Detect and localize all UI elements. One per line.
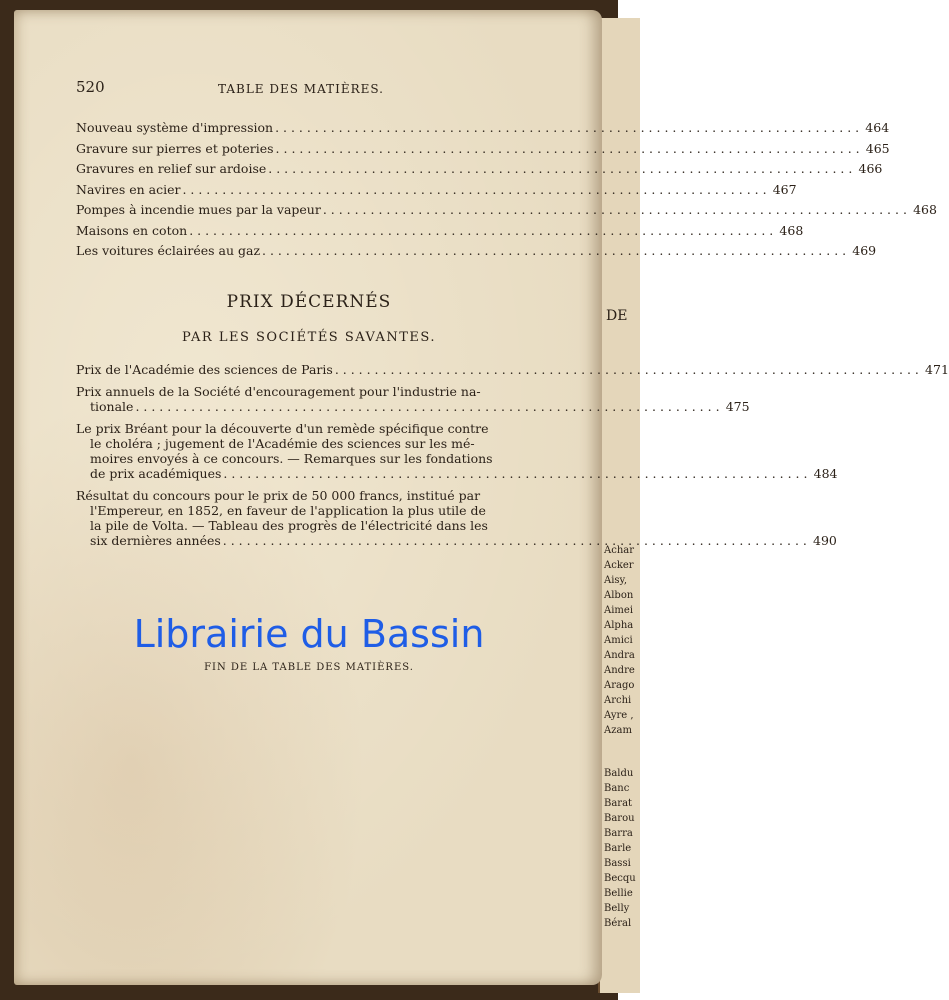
index-name: Alpha bbox=[604, 620, 634, 631]
index-name: Bellie bbox=[604, 888, 633, 899]
toc-entry bbox=[76, 362, 949, 377]
index-name: Barat bbox=[604, 798, 633, 809]
index-name: Albon bbox=[604, 590, 634, 601]
toc-entry-page: 471 bbox=[925, 362, 949, 377]
toc-entry bbox=[76, 202, 937, 223]
toc-entry-page: 464 bbox=[865, 120, 890, 135]
toc-entry-label: Les voitures éclairées au gaz bbox=[76, 243, 261, 258]
index-name: Archi bbox=[604, 695, 632, 706]
toc-entry bbox=[76, 421, 838, 481]
index-name: Amici bbox=[604, 635, 633, 646]
index-name: Ayre , bbox=[604, 710, 634, 721]
dot-leader bbox=[135, 399, 719, 414]
index-name: Béral bbox=[604, 918, 632, 929]
index-name: Aimei bbox=[604, 605, 634, 616]
toc-entry bbox=[76, 161, 883, 182]
page-number: 520 bbox=[76, 78, 105, 96]
toc-entry-page: 475 bbox=[725, 399, 750, 414]
toc-entry-label: tionale bbox=[90, 399, 134, 414]
toc-entry-label: Gravure sur pierres et poteries bbox=[76, 140, 274, 156]
toc-entry bbox=[76, 243, 877, 264]
dot-leader bbox=[276, 141, 860, 156]
toc-entry-label: de prix académiques bbox=[90, 466, 222, 481]
dot-leader bbox=[189, 223, 773, 238]
toc-entry-page: 467 bbox=[772, 181, 797, 197]
toc-entry-page: 468 bbox=[779, 222, 804, 238]
facing-page-heading: DE bbox=[606, 308, 628, 324]
toc-entry-line: le choléra ; jugement de l'Académie des sciences sur les mé- bbox=[90, 436, 475, 451]
index-name: Belly bbox=[604, 903, 630, 914]
toc-entry bbox=[76, 120, 890, 141]
dot-leader bbox=[223, 466, 807, 481]
section-title: PRIX DÉCERNÉS bbox=[226, 292, 392, 312]
index-name: Achar bbox=[604, 545, 635, 556]
toc-entry-line: Prix annuels de la Société d'encouragement pour l'industrie na- bbox=[76, 384, 481, 399]
toc-entry-page: 490 bbox=[813, 533, 837, 548]
toc-entry-label: Pompes à incendie mues par la vapeur bbox=[76, 202, 321, 217]
toc-entry-page: 468 bbox=[913, 202, 937, 217]
dot-leader bbox=[262, 243, 846, 258]
dot-leader bbox=[223, 533, 807, 548]
running-head: TABLE DES MATIÈRES. bbox=[218, 82, 384, 96]
index-name: Baldu bbox=[604, 768, 634, 779]
toc-entry bbox=[76, 140, 890, 162]
index-name: Barou bbox=[604, 813, 635, 824]
toc-entry bbox=[76, 181, 797, 203]
toc-entry-page: 466 bbox=[858, 161, 883, 176]
index-name: Andre bbox=[604, 665, 635, 676]
index-name: Acker bbox=[604, 560, 634, 571]
section-subtitle: PAR LES SOCIÉTÉS SAVANTES. bbox=[181, 330, 436, 345]
index-name: Andra bbox=[604, 650, 635, 661]
end-of-table-mark: FIN DE LA TABLE DES MATIÈRES. bbox=[204, 662, 414, 673]
toc-entry-line: la pile de Volta. — Tableau des progrès de l'électricité dans les bbox=[90, 518, 488, 533]
toc-entry-label: six dernières années bbox=[90, 533, 221, 548]
dot-leader bbox=[182, 182, 766, 197]
index-name: Aisy, bbox=[604, 575, 628, 586]
toc-entry-line: l'Empereur, en 1852, en faveur de l'application la plus utile de bbox=[90, 503, 486, 518]
dot-leader bbox=[268, 161, 852, 176]
toc-entry bbox=[76, 384, 750, 414]
dot-leader bbox=[275, 120, 859, 135]
index-name: Banc bbox=[604, 783, 630, 794]
toc-entry-line: moires envoyés à ce concours. — Remarques sur les fondations bbox=[90, 451, 493, 466]
dot-leader bbox=[335, 362, 919, 377]
index-name: Barra bbox=[604, 828, 633, 839]
index-name: Becqu bbox=[604, 873, 636, 884]
toc-entry-label: Nouveau système d'impression bbox=[76, 120, 274, 135]
toc-entry-label: Gravures en relief sur ardoise bbox=[76, 161, 267, 176]
toc-entry-label: Navires en acier bbox=[76, 181, 181, 197]
index-name: Arago bbox=[604, 680, 635, 691]
toc-entry bbox=[76, 488, 837, 548]
toc-entry-page: 469 bbox=[852, 243, 877, 258]
seller-watermark: Librairie du Bassin bbox=[133, 612, 485, 656]
index-name: Barle bbox=[604, 843, 632, 854]
facing-page-index-b bbox=[604, 766, 636, 931]
toc-entry-page: 465 bbox=[865, 140, 890, 156]
index-name: Azam bbox=[604, 725, 632, 736]
toc-entry-label: Maisons en coton bbox=[76, 222, 188, 238]
toc-entry-line: Le prix Bréant pour la découverte d'un remède spécifique contre bbox=[76, 421, 489, 436]
toc-entry-label: Prix de l'Académie des sciences de Paris bbox=[76, 362, 333, 377]
index-name: Bassi bbox=[604, 858, 631, 869]
toc-entry bbox=[76, 222, 804, 244]
dot-leader bbox=[323, 202, 907, 217]
toc-entry-line: Résultat du concours pour le prix de 50 000 francs, institué par bbox=[76, 488, 481, 503]
toc-list-top bbox=[76, 120, 937, 264]
toc-entry-page: 484 bbox=[813, 466, 838, 481]
